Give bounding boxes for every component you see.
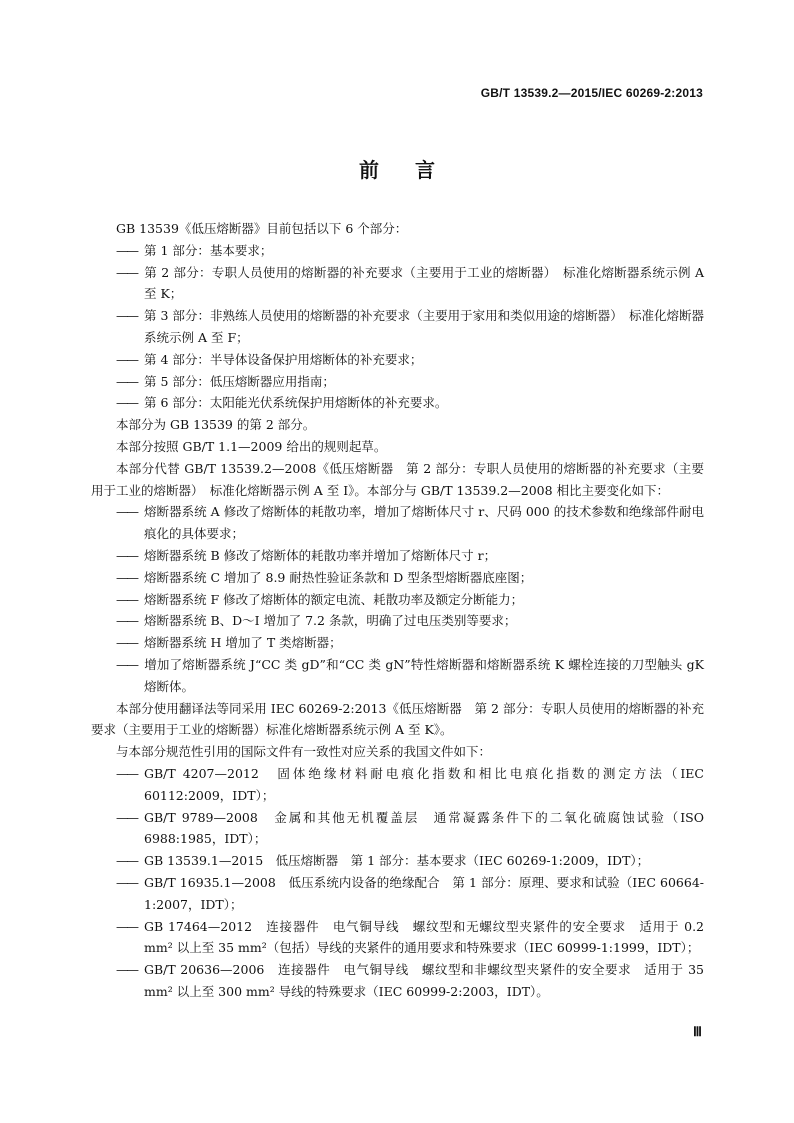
list-item-text: 熔断器系统 A 修改了熔断体的耗散功率，增加了熔断体尺寸 r、尺码 000 的技术参数和绝缘部件耐电痕化的具体要求； [144, 504, 704, 542]
list-item [91, 589, 704, 611]
list-item [91, 349, 704, 371]
dash-bullet: —— [116, 591, 137, 607]
list-item [91, 916, 704, 960]
dash-bullet: —— [116, 635, 137, 651]
list-item-text: 第 1 部分：基本要求； [144, 242, 273, 258]
dash-bullet: —— [116, 656, 137, 672]
dash-bullet: —— [116, 962, 137, 978]
list-item-text: 熔断器系统 F 修改了熔断体的额定电流、耗散功率及额定分断能力； [144, 591, 524, 607]
list-item-text: GB/T 4207—2012 固体绝缘材料耐电痕化指数和相比电痕化指数的测定方法（IEC 60112:2009，IDT）； [144, 765, 704, 803]
dash-bullet: —— [116, 547, 137, 563]
dash-bullet: —— [116, 504, 137, 520]
list-item-text: GB/T 9789—2008 金属和其他无机覆盖层 通常凝露条件下的二氧化硫腐蚀试验（ISO 6988:1985，IDT）； [144, 809, 704, 847]
list-item-text: 第 4 部分：半导体设备保护用熔断体的补充要求； [144, 351, 423, 367]
page-title: 前言 [359, 158, 471, 182]
dash-bullet: —— [116, 874, 137, 890]
list-item-text: 第 6 部分：太阳能光伏系统保护用熔断体的补充要求。 [144, 395, 448, 411]
list-item-text: GB/T 16935.1—2008 低压系统内设备的绝缘配合 第 1 部分：原理、要求和试验（IEC 60664-1:2007，IDT）； [144, 874, 704, 912]
dash-bullet: —— [116, 809, 137, 825]
standard-code-header: GB/T 13539.2—2015/IEC 60269-2:2013 [480, 86, 703, 100]
foreword-body [91, 218, 704, 1003]
list-item [91, 392, 704, 414]
dash-bullet: —— [116, 373, 137, 389]
list-item [91, 763, 704, 807]
list-item [91, 959, 704, 1003]
dash-bullet: —— [116, 613, 137, 629]
paragraph: 本部分代替 GB/T 13539.2—2008《低压熔断器 第 2 部分：专职人员使用的熔断器的补充要求（主要用于工业的熔断器） 标准化熔断器示例 A 至 I》。本部分与 GB/T 13539.2—2008 相比主要变化如下： [91, 460, 704, 498]
list-item [91, 371, 704, 393]
list-item-text: 熔断器系统 C 增加了 8.9 耐热性验证条款和 D 型条型熔断器底座图； [144, 569, 533, 585]
list-item [91, 567, 704, 589]
paragraph: GB 13539《低压熔断器》目前包括以下 6 个部分： [116, 221, 408, 236]
dash-bullet: —— [116, 351, 137, 367]
list-item-text: 熔断器系统 B 修改了熔断体的耗散功率并增加了熔断体尺寸 r； [144, 547, 497, 563]
page-number: Ⅲ [693, 1024, 702, 1039]
dash-bullet: —— [116, 308, 137, 324]
dash-bullet: —— [116, 395, 137, 411]
list-item-text: 第 5 部分：低压熔断器应用指南； [144, 373, 335, 389]
list-item [91, 501, 704, 545]
list-item [91, 262, 704, 306]
dash-bullet: —— [116, 918, 137, 934]
list-item-text: GB 13539.1—2015 低压熔断器 第 1 部分：基本要求（IEC 60269-1:2009，IDT）； [144, 853, 650, 869]
list-item [91, 654, 704, 698]
paragraph: 本部分按照 GB/T 1.1—2009 给出的规则起草。 [116, 438, 387, 454]
dash-bullet: —— [116, 264, 137, 280]
dash-bullet: —— [116, 569, 137, 585]
list-item [91, 305, 704, 349]
dash-bullet: —— [116, 853, 137, 869]
list-item [91, 545, 704, 567]
list-item [91, 850, 704, 872]
list-item-text: GB/T 20636—2006 连接器件 电气铜导线 螺纹型和非螺纹型夹紧件的安全要求 适用于 35 mm² 以上至 300 mm² 导线的特殊要求（IEC 60999-2:2003，IDT）。 [144, 962, 704, 999]
paragraph: 与本部分规范性引用的国际文件有一致性对应关系的我国文件如下： [116, 744, 492, 760]
list-item-text: 增加了熔断器系统 J“CC 类 gD”和“CC 类 gN”特性熔断器和熔断器系统 K 螺栓连接的刀型触头 gK 熔断体。 [144, 656, 704, 694]
list-item [91, 240, 704, 262]
list-item-text: 熔断器系统 B、D～I 增加了 7.2 条款，明确了过电压类别等要求； [144, 613, 517, 629]
list-item [91, 807, 704, 851]
list-item [91, 872, 704, 916]
paragraph: 本部分使用翻译法等同采用 IEC 60269-2:2013《低压熔断器 第 2 部分：专职人员使用的熔断器的补充要求（主要用于工业的熔断器）标准化熔断器系统示例 A 至 K》。 [91, 700, 704, 738]
list-item [91, 610, 704, 632]
paragraph: 本部分为 GB 13539 的第 2 部分。 [116, 417, 316, 433]
list-item-text: 第 3 部分：非熟练人员使用的熔断器的补充要求（主要用于家用和类似用途的熔断器） 标准化熔断器系统示例 A 至 F； [144, 308, 704, 345]
list-item-text: GB 17464—2012 连接器件 电气铜导线 螺纹型和无螺纹型夹紧件的安全要求 适用于 0.2 mm² 以上至 35 mm²（包括）导线的夹紧件的通用要求和特殊要求（IEC 60999-1:1999，IDT）； [144, 918, 704, 956]
dash-bullet: —— [116, 242, 137, 258]
list-item [91, 632, 704, 654]
list-item-text: 第 2 部分：专职人员使用的熔断器的补充要求（主要用于工业的熔断器） 标准化熔断器系统示例 A 至 K； [144, 264, 704, 302]
list-item-text: 熔断器系统 H 增加了 T 类熔断器； [144, 635, 342, 651]
dash-bullet: —— [116, 765, 137, 781]
